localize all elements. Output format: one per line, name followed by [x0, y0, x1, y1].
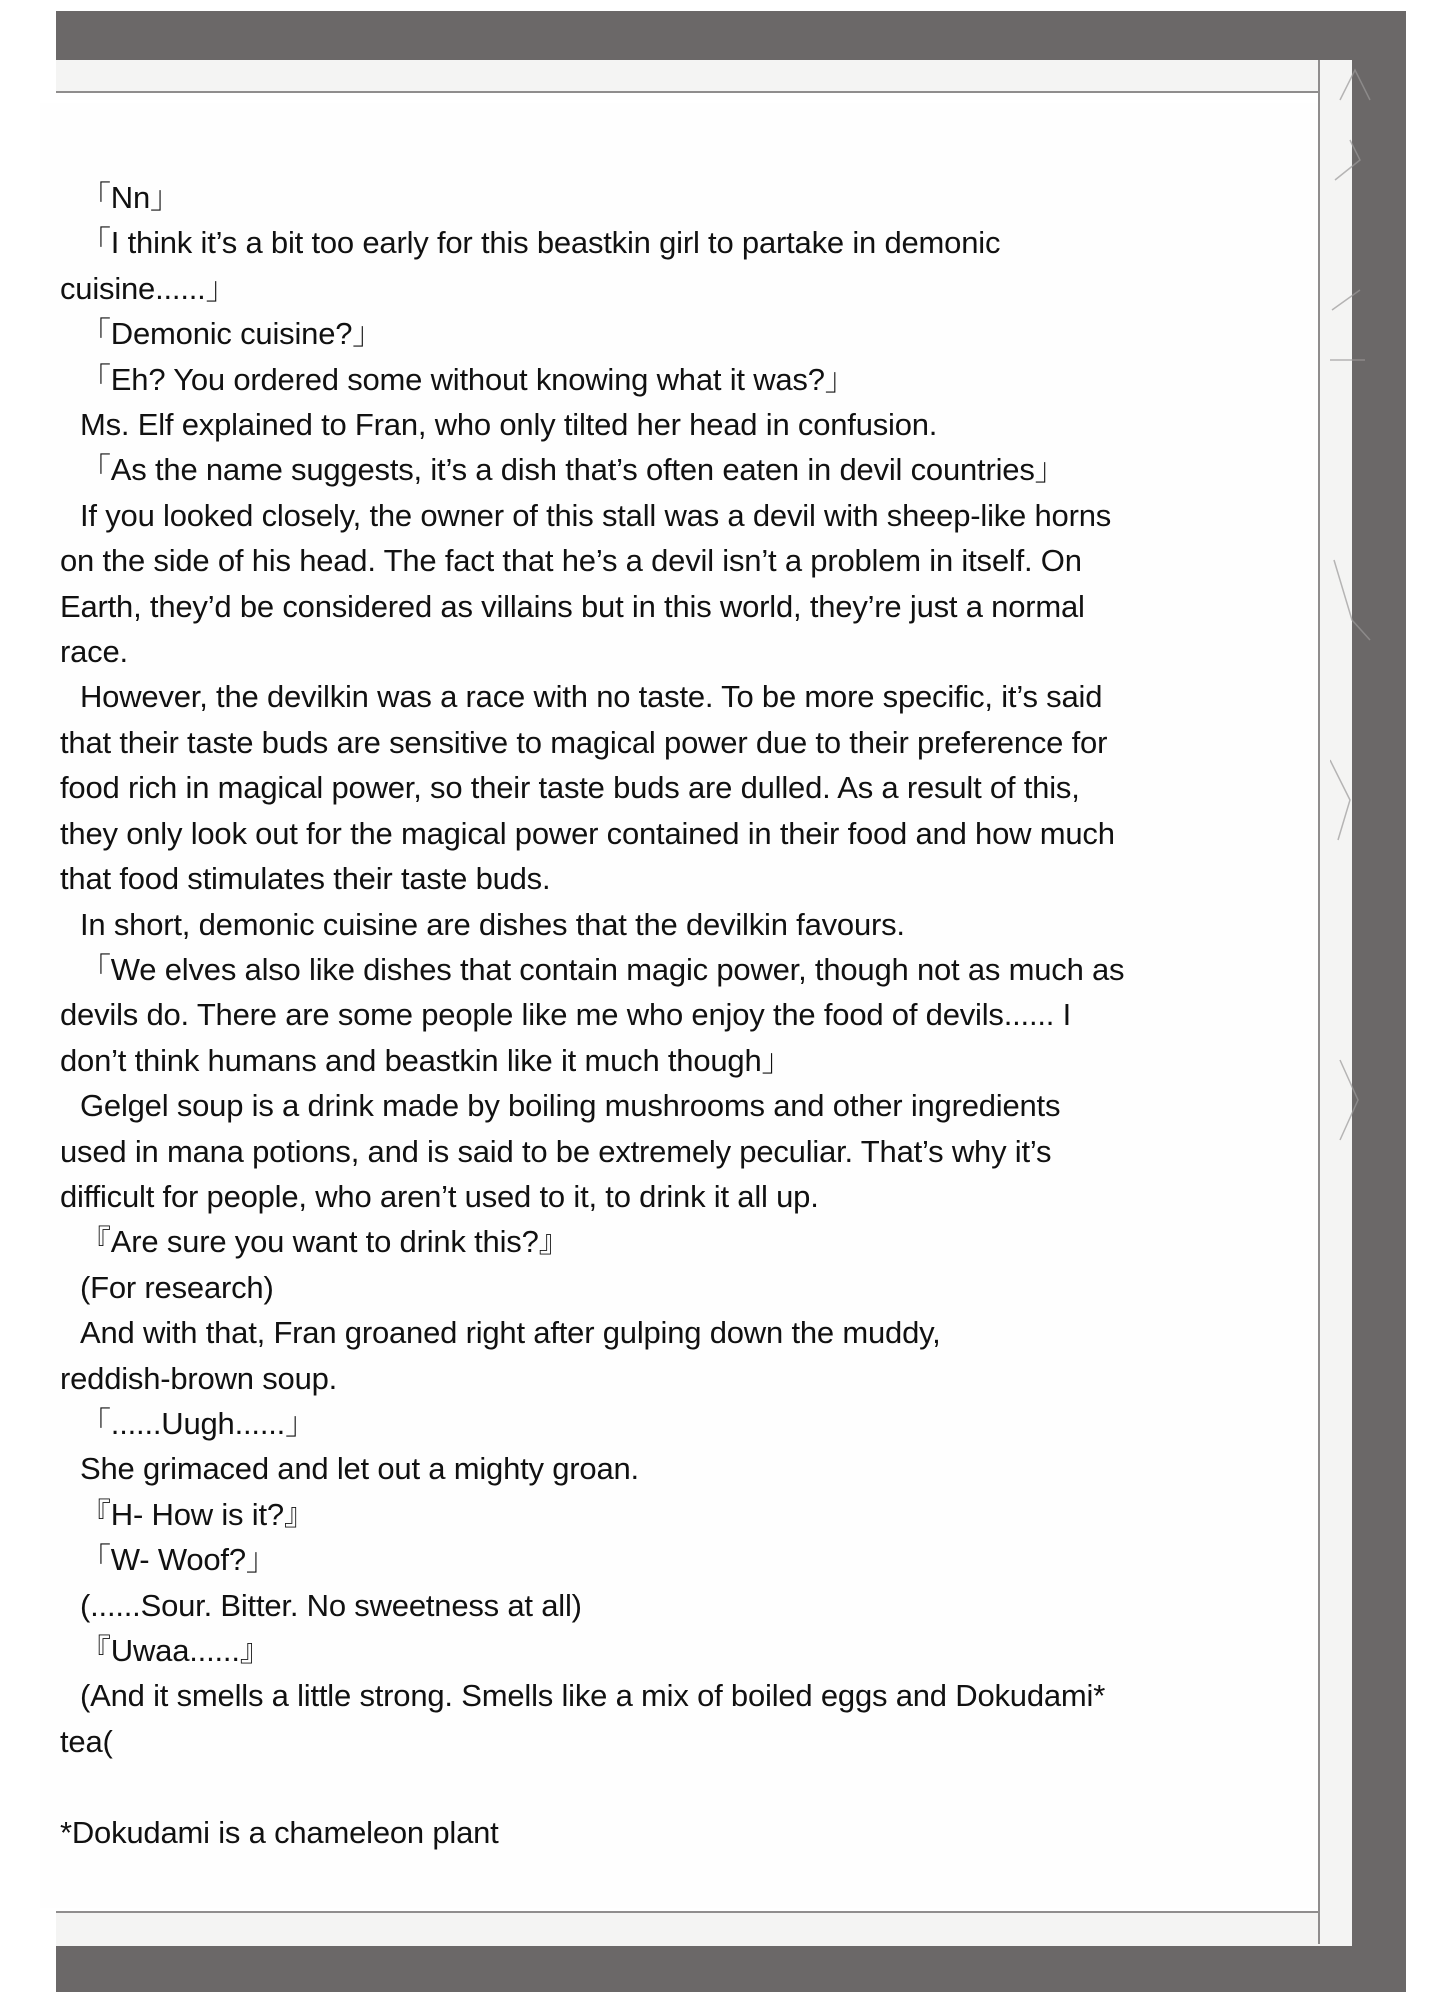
text-line: that their taste buds are sensitive to magical power due to their preference for: [60, 724, 1108, 760]
text-line: difficult for people, who aren’t used to it, to drink it all up.: [60, 1178, 819, 1214]
text-line: 「We elves also like dishes that contain magic power, though not as much as: [80, 951, 1125, 987]
text-line: tea(: [60, 1723, 113, 1759]
text-line: 「Demonic cuisine?」: [80, 316, 384, 352]
text-line: 「W- Woof?」: [80, 1542, 277, 1578]
text-line: 『Uwaa......』: [80, 1633, 271, 1668]
text-line: don’t think humans and beastkin like it much though」: [60, 1042, 793, 1078]
text-line: reddish-brown soup.: [60, 1360, 338, 1396]
frame-border-top-light: [56, 60, 1352, 93]
frame-border-right-light: [1318, 60, 1352, 1944]
text-line: on the side of his head. The fact that he’s a devil isn’t a problem in itself. On: [60, 543, 1082, 579]
text-line: used in mana potions, and is said to be extremely peculiar. That’s why it’s: [60, 1133, 1052, 1169]
text-line: cuisine......」: [60, 270, 237, 306]
text-line: In short, demonic cuisine are dishes that the devilkin favours.: [80, 906, 905, 942]
blank-line: [60, 1764, 1310, 1809]
text-line: And with that, Fran groaned right after gulping down the muddy,: [80, 1315, 941, 1351]
text-line: that food stimulates their taste buds.: [60, 861, 551, 897]
text-line: If you looked closely, the owner of this stall was a devil with sheep-like horns: [80, 497, 1112, 533]
text-line: (For research): [80, 1269, 274, 1305]
text-line: She grimaced and let out a mighty groan.: [80, 1451, 639, 1487]
text-line: race.: [60, 634, 128, 670]
text-line: (......Sour. Bitter. No sweetness at all): [80, 1587, 582, 1623]
footnote: *Dokudami is a chameleon plant: [60, 1814, 499, 1850]
text-line: Gelgel soup is a drink made by boiling mushrooms and other ingredients: [80, 1088, 1061, 1124]
frame-border-top-dark: [56, 11, 1406, 60]
text-line: food rich in magical power, so their taste buds are dulled. As a result of this,: [60, 770, 1080, 806]
text-line: Earth, they’d be considered as villains but in this world, they’re just a normal: [60, 588, 1085, 624]
text-line: 『H- How is it?』: [80, 1496, 315, 1532]
frame-border-right-dark: [1352, 11, 1406, 1992]
text-line: 「......Uugh......」: [80, 1405, 316, 1441]
novel-text-body: [60, 175, 1310, 1855]
text-line: 「Nn」: [80, 180, 181, 215]
text-line: However, the devilkin was a race with no taste. To be more specific, it’s said: [80, 679, 1103, 715]
text-line: 『Are sure you want to drink this?』: [80, 1224, 570, 1260]
text-line: 「Eh? You ordered some without knowing what it was?」: [80, 361, 856, 397]
text-line: 「I think it’s a bit too early for this beastkin girl to partake in demonic: [80, 225, 1001, 261]
frame-border-bottom-light: [56, 1911, 1352, 1946]
text-line: (And it smells a little strong. Smells like a mix of boiled eggs and Dokudami*: [80, 1678, 1106, 1714]
text-line: they only look out for the magical power contained in their food and how much: [60, 815, 1115, 851]
frame-border-bottom-dark: [56, 1944, 1406, 1992]
text-line: Ms. Elf explained to Fran, who only tilted her head in confusion.: [80, 407, 938, 443]
text-line: devils do. There are some people like me who enjoy the food of devils...... I: [60, 997, 1072, 1033]
text-line: 「As the name suggests, it’s a dish that’s often eaten in devil countries」: [80, 452, 1066, 488]
